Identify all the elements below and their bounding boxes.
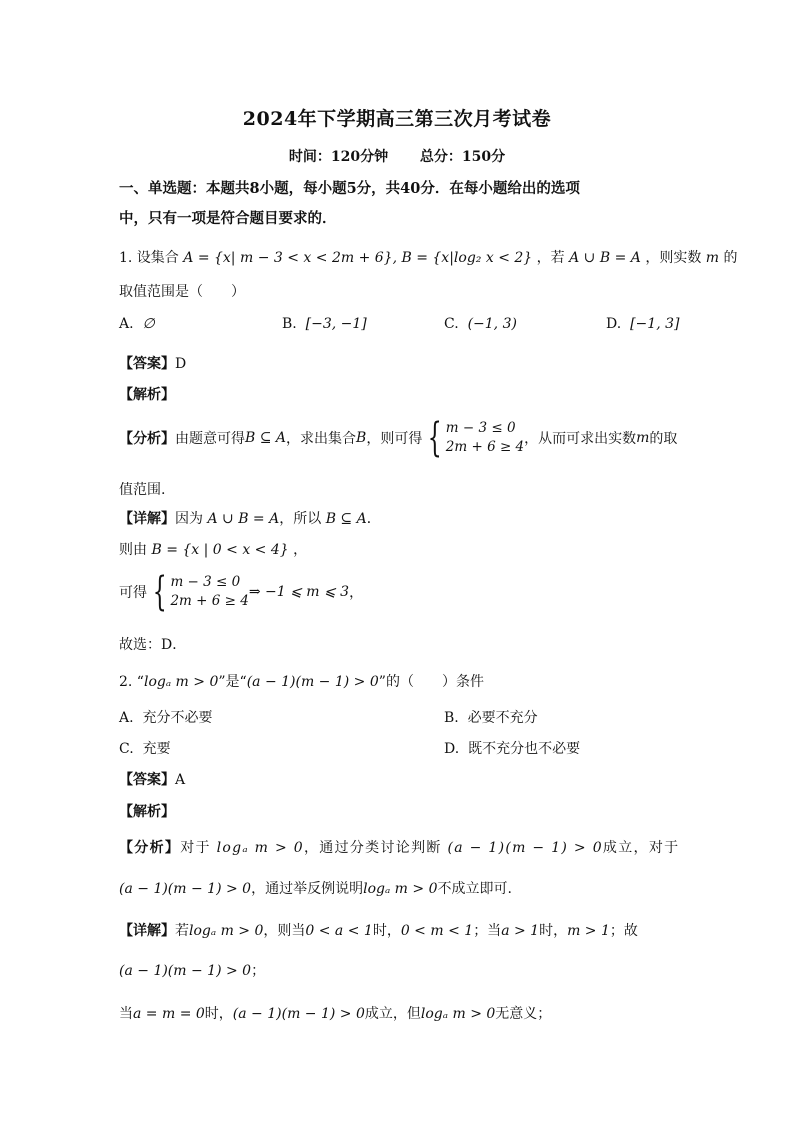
left-brace: { — [152, 569, 167, 615]
q1-detail — [119, 508, 381, 528]
option-label: D. — [606, 316, 622, 332]
q1-option-a — [119, 316, 155, 332]
option-label: A. — [119, 710, 134, 726]
fenxi-set-b: B — [356, 430, 367, 446]
system-line-2: 2m + 6 ≥ 4 — [170, 593, 249, 609]
option-label: B. — [282, 316, 297, 332]
fenxi-text: ，通过举反例说明 — [251, 881, 364, 897]
fenxi-text-c: 成立，对于 — [602, 840, 680, 856]
option-label: C. — [119, 741, 134, 757]
fenxi-text-e: 的取 — [649, 431, 678, 447]
fenxi-text-c: ，则可得 — [366, 431, 423, 447]
detail-text: 若 — [175, 923, 189, 939]
q2-answer — [119, 769, 185, 789]
fenxi-text-b: ，通过分类讨论判断 — [303, 840, 442, 856]
detail-cond-4: m > 1 — [567, 923, 610, 939]
inequality-system — [147, 569, 249, 615]
q1-option-d — [606, 316, 679, 332]
detail-text-b: ，则当 — [263, 923, 306, 939]
line-text: 当 — [119, 1006, 133, 1022]
q2-option-d — [444, 738, 580, 758]
section-heading-line1: 一、单选题：本题共8小题，每小题5分，共40分．在每小题给出的选项 — [119, 180, 580, 197]
line-text-d: 无意义； — [495, 1006, 552, 1022]
q1-system-line — [119, 569, 364, 615]
q1-set-b-line — [119, 539, 307, 559]
q2-analysis-tag: 【解析】 — [119, 804, 175, 820]
fenxi-text: 由题意可得 — [175, 431, 245, 447]
q2-counterexample — [119, 1003, 551, 1023]
detail-text-d: ；当 — [473, 923, 502, 939]
answer-tag: 【答案】 — [119, 356, 175, 372]
option-value: [−1, 3] — [630, 316, 680, 332]
detail-tag: 【详解】 — [119, 511, 175, 527]
system-line-1: m − 3 ≤ 0 — [445, 420, 516, 436]
q2-log-expression: logₐ m > 0 — [143, 674, 219, 690]
q1-stem-line2: 取值范围是（ ） — [119, 284, 245, 300]
q1-answer — [119, 353, 186, 373]
option-label: A. — [119, 316, 134, 332]
detail-text-e: 时， — [539, 923, 568, 939]
option-label: D. — [444, 741, 460, 757]
line-text-b: 时， — [204, 1006, 233, 1022]
answer-value: A — [175, 772, 186, 788]
detail-cond-2: 0 < m < 1 — [400, 923, 474, 939]
q1-stem-text-b: ，若 — [536, 250, 565, 266]
line-text-b: ， — [293, 542, 308, 558]
detail-log-expression: logₐ m > 0 — [189, 923, 264, 939]
q2-fenxi — [119, 837, 679, 857]
fenxi-product-expression: (a − 1)(m − 1) > 0 — [119, 881, 252, 897]
exam-time: 时间：120分钟 — [288, 149, 389, 165]
line-text-b: ， — [349, 585, 364, 601]
fenxi-text-b: 不成立即可. — [437, 881, 512, 897]
fenxi-text-d: ，从而可求出实数 — [524, 431, 637, 447]
detail-text: ； — [251, 963, 266, 979]
q1-union-expression: A ∪ B = A — [569, 250, 641, 266]
detail-cond-3: a > 1 — [501, 923, 540, 939]
counter-log-expression: logₐ m > 0 — [420, 1006, 496, 1022]
fenxi-product-expression: (a − 1)(m − 1) > 0 — [447, 840, 603, 856]
fenxi-log-expression: logₐ m > 0 — [363, 881, 438, 897]
fenxi-var-m: m — [636, 430, 650, 446]
q2-detail-line2 — [119, 960, 265, 980]
inequality-system — [422, 415, 525, 461]
q2-stem-text-b: ”是“ — [218, 674, 247, 690]
section-heading-line2: 中，只有一项是符合题目要求的． — [119, 210, 337, 227]
option-value: (−1, 3) — [467, 316, 517, 332]
detail-subset: B ⊆ A — [325, 511, 367, 527]
page-title: 2024年下学期高三第三次月考试卷 — [242, 108, 552, 130]
q1-set-expression: A = {x| m − 3 < x < 2m + 6}, B = {x|log₂ x < 2} — [183, 250, 533, 266]
line-text-c: 成立，但 — [364, 1006, 421, 1022]
detail-text-c: 时， — [372, 923, 401, 939]
q2-product-expression: (a − 1)(m − 1) > 0 — [246, 674, 379, 690]
q1-var-m: m — [705, 250, 720, 266]
q1-conclusion: 故选：D． — [119, 637, 187, 653]
q2-option-c — [119, 738, 171, 758]
detail-tag: 【详解】 — [119, 923, 175, 939]
option-label: B. — [444, 710, 459, 726]
q1-option-c — [444, 316, 517, 332]
option-value: 必要不充分 — [467, 710, 538, 726]
option-value: 充要 — [142, 741, 171, 757]
detail-text-f: ；故 — [609, 923, 638, 939]
line-text: 则由 — [119, 542, 147, 558]
system-result: ⇒ −1 ⩽ m ⩽ 3 — [248, 584, 350, 600]
fenxi-tag: 【分析】 — [119, 840, 181, 856]
answer-value: D — [175, 356, 187, 372]
option-label: C. — [444, 316, 459, 332]
detail-product-expression: (a − 1)(m − 1) > 0 — [119, 963, 252, 979]
detail-text-c: ． — [366, 511, 381, 527]
option-value: 充分不必要 — [142, 710, 213, 726]
fenxi-log-expression: logₐ m > 0 — [216, 840, 304, 856]
q1-analysis-tag: 【解析】 — [119, 387, 175, 403]
option-value: ∅ — [142, 316, 155, 332]
option-value: 既不充分也不必要 — [468, 741, 581, 757]
q2-detail — [119, 920, 638, 940]
detail-text: 因为 — [175, 511, 203, 527]
q2-stem-text: 2. “ — [119, 674, 144, 690]
q1-fenxi — [119, 415, 678, 461]
q2-fenxi-line2 — [119, 878, 512, 898]
q2-stem-text-c: ”的（ ）条件 — [378, 674, 484, 690]
q1-stem-text-c: ，则实数 — [645, 250, 702, 266]
left-brace: { — [428, 415, 443, 461]
detail-cond-1: 0 < a < 1 — [305, 923, 373, 939]
q1-option-b — [282, 316, 367, 332]
detail-text-b: ，所以 — [279, 511, 322, 527]
q2-option-b — [444, 707, 538, 727]
fenxi-tag: 【分析】 — [119, 431, 175, 447]
exam-total: 总分：150分 — [419, 149, 506, 165]
q2-stem — [119, 671, 484, 691]
line-text: 可得 — [119, 585, 147, 601]
exam-info — [0, 146, 794, 166]
option-value: [−3, −1] — [305, 316, 367, 332]
fenxi-text: 对于 — [180, 840, 211, 856]
detail-union: A ∪ B = A — [207, 511, 280, 527]
q1-fenxi-line2: 值范围. — [119, 482, 166, 498]
system-line-1: m − 3 ≤ 0 — [170, 574, 241, 590]
counter-values: a = m = 0 — [133, 1006, 205, 1022]
fenxi-subset: B ⊆ A — [245, 430, 287, 446]
set-b-expression: B = {x | 0 < x < 4} — [151, 542, 289, 558]
q1-stem — [119, 247, 738, 267]
fenxi-text-b: ，求出集合 — [286, 431, 357, 447]
q1-stem-text: 1. 设集合 — [119, 250, 179, 266]
system-line-2: 2m + 6 ≥ 4 — [445, 439, 525, 455]
counter-product-expression: (a − 1)(m − 1) > 0 — [232, 1006, 365, 1022]
q2-option-a — [119, 707, 212, 727]
answer-tag: 【答案】 — [119, 772, 175, 788]
q1-stem-text-d: 的 — [723, 250, 738, 266]
